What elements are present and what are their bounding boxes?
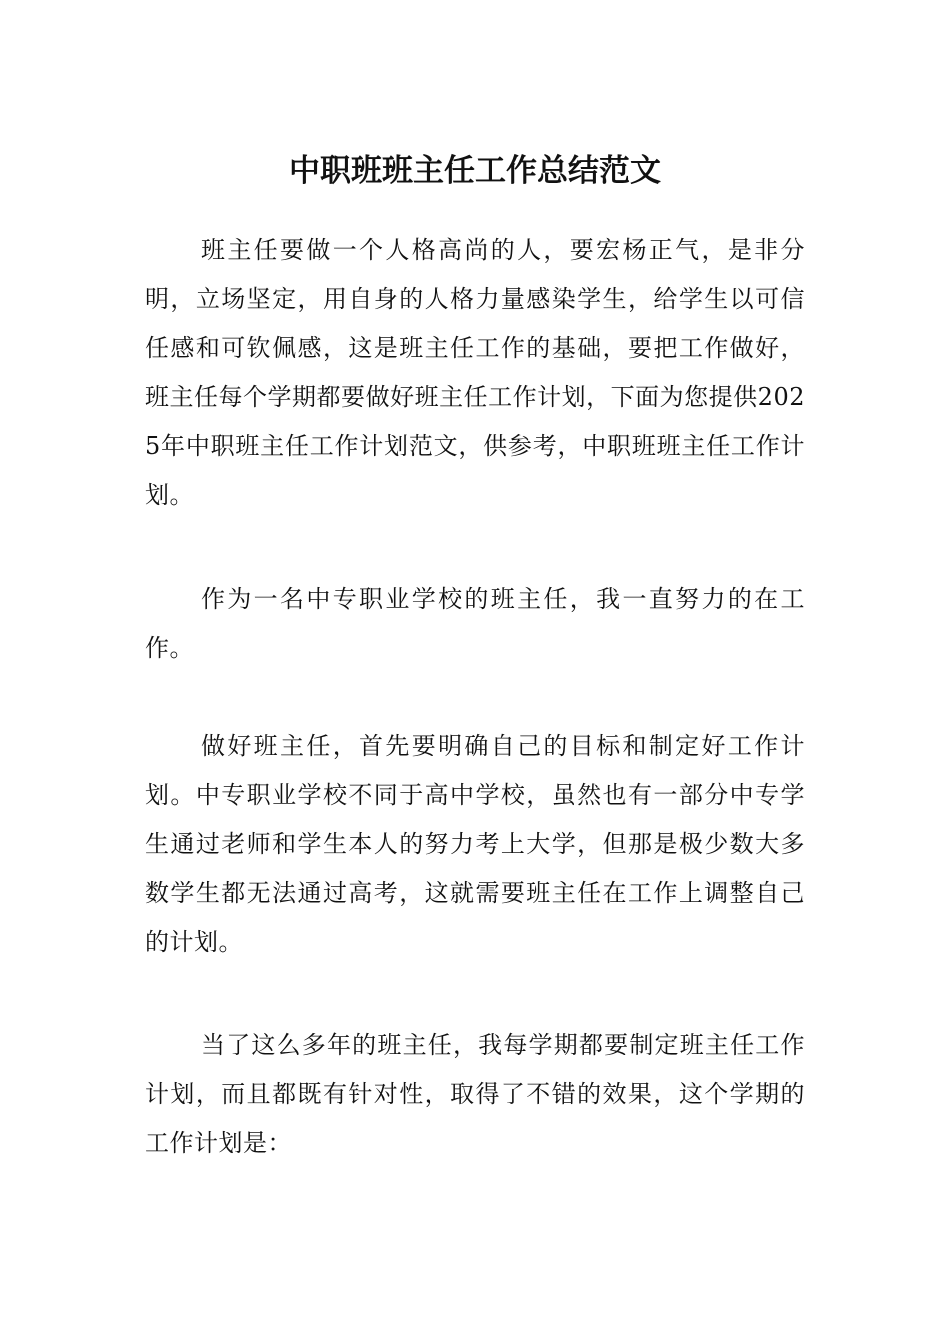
paragraph-role: 作为一名中专职业学校的班主任，我一直努力的在工作。: [145, 585, 805, 662]
paragraph-plan: 当了这么多年的班主任，我每学期都要制定班主任工作计划，而且都既有针对性，取得了不错的效果，这个学期的工作计划是：: [145, 1031, 805, 1157]
paragraph-intro: 班主任要做一个人格高尚的人，要宏杨正气，是非分明，立场坚定，用自身的人格力量感染学生，给学生以可信任感和可钦佩感，这是班主任工作的基础，要把工作做好，班主任每个学期都要做好班主任工作计划，下面为您提供2025年中职班主任工作计划范文，供参考，中职班班主任工作计划。: [145, 236, 805, 509]
paragraph-goals: 做好班主任，首先要明确自己的目标和制定好工作计划。中专职业学校不同于高中学校，虽然也有一部分中专学生通过老师和学生本人的努力考上大学，但那是极少数大多数学生都无法通过高考，这就需要班主任在工作上调整自己的计划。: [145, 732, 805, 956]
document-title: 中职班班主任工作总结范文: [289, 152, 661, 189]
